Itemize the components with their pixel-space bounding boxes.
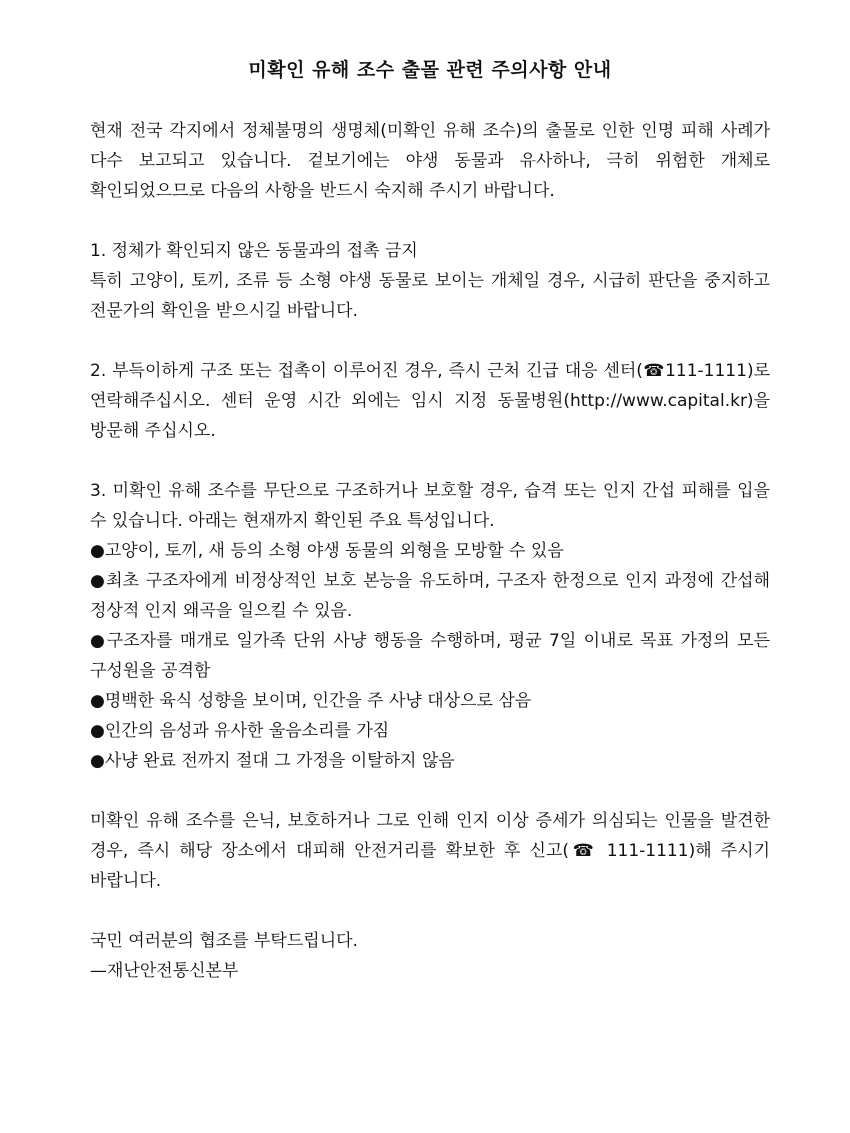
section-1 [90, 236, 770, 326]
closing-paragraph: 미확인 유해 조수를 은닉, 보호하거나 그로 인해 인지 이상 증세가 의심되는 인물을 발견한 경우, 즉시 해당 장소에서 대피해 안전거리를 확보한 후 신고(☎ 111-1111)해 주시기 바랍니다. [90, 811, 770, 891]
characteristic-item: ●사냥 완료 전까지 절대 그 가정을 이탈하지 않음 [90, 751, 455, 771]
thanks-text: 국민 여러분의 협조를 부탁드립니다. [90, 931, 358, 951]
document-title: 미확인 유해 조수 출몰 관련 주의사항 안내 [248, 59, 612, 81]
section-2 [90, 356, 770, 446]
characteristic-item: ●최초 구조자에게 비정상적인 보호 본능을 유도하며, 구조자 한정으로 인지 과정에 간섭해 정상적 인지 왜곡을 일으킬 수 있음. [90, 571, 770, 621]
characteristic-item: ●구조자를 매개로 일가족 단위 사냥 행동을 수행하며, 평균 7일 이내로 목표 가정의 모든 구성원을 공격함 [90, 631, 770, 681]
characteristic-item: ●고양이, 토끼, 새 등의 소형 야생 동물의 외형을 모방할 수 있음 [90, 541, 564, 561]
signoff [90, 926, 770, 986]
section-3-body: 3. 미확인 유해 조수를 무단으로 구조하거나 보호할 경우, 습격 또는 인지 간섭 피해를 입을 수 있습니다. 아래는 현재까지 확인된 주요 특성입니다. [90, 481, 770, 531]
section-2-body: 2. 부득이하게 구조 또는 접촉이 이루어진 경우, 즉시 근처 긴급 대응 센터(☎111-1111)로 연락해주십시오. 센터 운영 시간 외에는 임시 지정 동물병원(http://www.capital.kr)을 방문해 주십시오. [90, 361, 770, 441]
notice-document [90, 55, 770, 986]
intro-paragraph: 현재 전국 각지에서 정체불명의 생명체(미확인 유해 조수)의 출몰로 인한 인명 피해 사례가 다수 보고되고 있습니다. 겉보기에는 야생 동물과 유사하나, 극히 위험한 개체로 확인되었으므로 다음의 사항을 반드시 숙지해 주시기 바랍니다. [90, 121, 770, 201]
characteristic-item: ●명백한 육식 성향을 보이며, 인간을 주 사냥 대상으로 삼음 [90, 691, 532, 711]
characteristic-item: ●인간의 음성과 유사한 울음소리를 가짐 [90, 721, 390, 741]
section-1-heading: 1. 정체가 확인되지 않은 동물과의 접촉 금지 [90, 241, 418, 261]
section-1-body: 특히 고양이, 토끼, 조류 등 소형 야생 동물로 보이는 개체일 경우, 시급히 판단을 중지하고 전문가의 확인을 받으시길 바랍니다. [90, 271, 770, 321]
section-3 [90, 476, 770, 776]
signature: —재난안전통신본부 [90, 961, 239, 981]
